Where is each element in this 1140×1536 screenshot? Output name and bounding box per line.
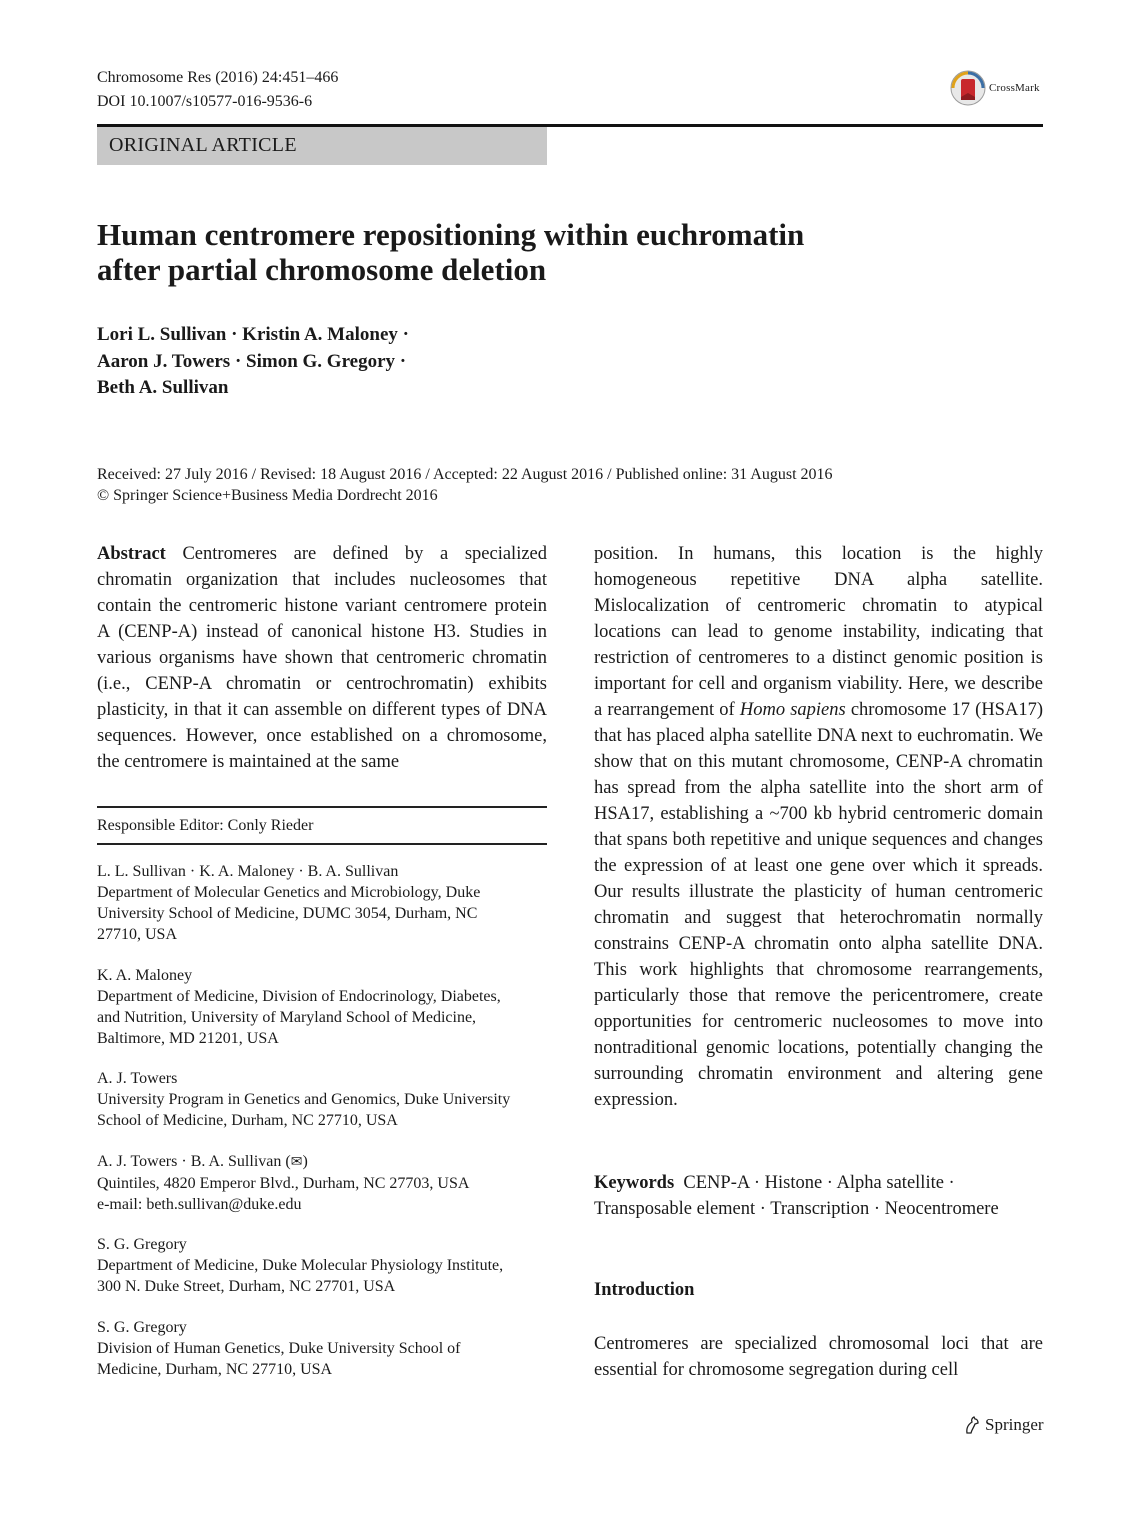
affiliation-line: University Program in Genetics and Genomics, Duke University <box>97 1091 511 1108</box>
affiliation-3 <box>97 1068 552 1131</box>
affiliation-2 <box>97 965 552 1049</box>
affiliation-line: University School of Medicine, DUMC 3054, Durham, NC <box>97 905 478 922</box>
copyright-notice: © Springer Science+Business Media Dordrecht 2016 <box>97 487 438 504</box>
article-type-banner: ORIGINAL ARTICLE <box>97 127 547 165</box>
keywords-line-2: Transposable element · Transcription · Neocentromere <box>594 1199 999 1219</box>
abstract-text-left: Centromeres are defined by a specialized chromatin organization that includes nucleosomes that contain the centromeric histone variant centromere protein A (CENP-A) instead of canonical histone H3. Studies in various organisms have shown that centromeric chromatin (i.e., CENP-A chromatin or centrochromatin) exhibits plasticity, in that it can assemble on different types of DNA sequences. However, once established on a chromosome, the centromere is maintained at the same <box>97 544 548 772</box>
section-heading-introduction: Introduction <box>594 1280 695 1300</box>
affiliation-5 <box>97 1234 552 1297</box>
affiliation-names: S. G. Gregory <box>97 1319 187 1336</box>
affiliation-line: 300 N. Duke Street, Durham, NC 27701, USA <box>97 1278 396 1295</box>
history-dates: Received: 27 July 2016 / Revised: 18 August 2016 / Accepted: 22 August 2016 / Published online: 31 August 2016 <box>97 466 833 483</box>
publisher-name: Springer <box>985 1415 1044 1434</box>
publisher-logo <box>963 1415 1044 1435</box>
article-history <box>97 464 833 506</box>
affiliation-line: Division of Human Genetics, Duke University School of <box>97 1340 461 1357</box>
responsible-editor: Responsible Editor: Conly Rieder <box>97 817 314 834</box>
affiliation-line: Quintiles, 4820 Emperor Blvd., Durham, NC 27703, USA <box>97 1175 470 1192</box>
affiliation-line: School of Medicine, Durham, NC 27710, USA <box>97 1112 398 1129</box>
crossmark-badge[interactable] <box>950 69 1050 107</box>
journal-reference: Chromosome Res (2016) 24:451–466 <box>97 69 339 86</box>
introduction-text: Centromeres are specialized chromosomal loci that are essential for chromosome segregation during cell <box>594 1334 1043 1380</box>
footnote-rule-top <box>97 806 547 808</box>
affiliation-6 <box>97 1317 552 1380</box>
affiliation-names: K. A. Maloney <box>97 967 193 984</box>
affiliation-names: S. G. Gregory <box>97 1236 187 1253</box>
doi: DOI 10.1007/s10577-016-9536-6 <box>97 93 313 110</box>
affiliation-line: Department of Medicine, Division of Endocrinology, Diabetes, <box>97 988 501 1005</box>
affiliation-line: Department of Molecular Genetics and Microbiology, Duke <box>97 884 481 901</box>
affiliation-line: and Nutrition, University of Maryland School of Medicine, <box>97 1009 477 1026</box>
article-title <box>97 217 997 287</box>
authors-line-1: Lori L. Sullivan · Kristin A. Maloney · <box>97 324 409 345</box>
email-link[interactable]: e-mail: beth.sullivan@duke.edu <box>97 1196 302 1213</box>
affiliation-names: A. J. Towers · B. A. Sullivan <box>97 1153 282 1170</box>
affiliation-line: 27710, USA <box>97 926 178 943</box>
keywords-label: Keywords <box>594 1173 675 1193</box>
abstract-text-right-a: position. In humans, this location is the highly homogeneous repetitive DNA alpha satellite. Mislocalization of centromeric chromatin to atypical locations can lead to genome instability, indicating that restriction of centromeres to a distinct genomic position is important for cell and organism viability. Here, we describe a rearrangement of <box>594 544 1043 720</box>
envelope-icon: ✉ <box>290 1154 303 1170</box>
journal-citation <box>97 66 338 114</box>
keywords <box>594 1170 999 1222</box>
authors-line-2: Aaron J. Towers · Simon G. Gregory · <box>97 350 407 372</box>
springer-horse-icon <box>963 1415 981 1435</box>
abstract-left-column <box>97 541 547 775</box>
title-line-2: after partial chromosome deletion <box>97 252 547 287</box>
affiliation-line: Medicine, Durham, NC 27710, USA <box>97 1361 333 1378</box>
footnote-rule-bottom <box>97 843 547 845</box>
abstract-right-column <box>594 541 1043 1113</box>
keywords-line-1: CENP-A · Histone · Alpha satellite · <box>683 1173 955 1193</box>
author-list <box>97 322 409 402</box>
abstract-text-right-b: chromosome 17 (HSA17) that has placed alpha satellite DNA next to euchromatin. We show that on this mutant chromosome, CENP-A chromatin has spread from the alpha satellite into the short arm of HSA17, establishing a ~700 kb hybrid centromeric domain that spans both repetitive and unique sequences and changes the expression of at least one gene over which it spreads. Our results illustrate the plasticity of human centromeric chromatin and suggest that heterochromatin normally constrains CENP-A chromatin onto alpha satellite DNA. This work highlights that chromosome rearrangements, particularly those that remove the pericentromere, create opportunities for centromeric nucleosomes to move into nontraditional genomic locations, potentially changing the surrounding chromatin environment and altering gene expression. <box>594 700 1043 1110</box>
crossmark-label: CrossMark <box>989 82 1040 94</box>
affiliation-names: L. L. Sullivan · K. A. Maloney · B. A. Sullivan <box>97 863 399 880</box>
crossmark-icon <box>950 70 986 106</box>
abstract-label: Abstract <box>97 544 166 564</box>
affiliation-4: A. J. Towers · B. A. Sullivan (✉) Quintiles, 4820 Emperor Blvd., Durham, NC 27703, USA e-mail: beth.sullivan@duke.edu <box>97 1151 552 1215</box>
title-line-1: Human centromere repositioning within euchromatin <box>97 217 805 252</box>
affiliation-names: A. J. Towers <box>97 1070 178 1087</box>
affiliation-line: Department of Medicine, Duke Molecular Physiology Institute, <box>97 1257 504 1274</box>
authors-line-3: Beth A. Sullivan <box>97 377 229 398</box>
affiliation-line: Baltimore, MD 21201, USA <box>97 1030 279 1047</box>
affiliation-1 <box>97 861 552 945</box>
species-name: Homo sapiens <box>739 700 846 720</box>
